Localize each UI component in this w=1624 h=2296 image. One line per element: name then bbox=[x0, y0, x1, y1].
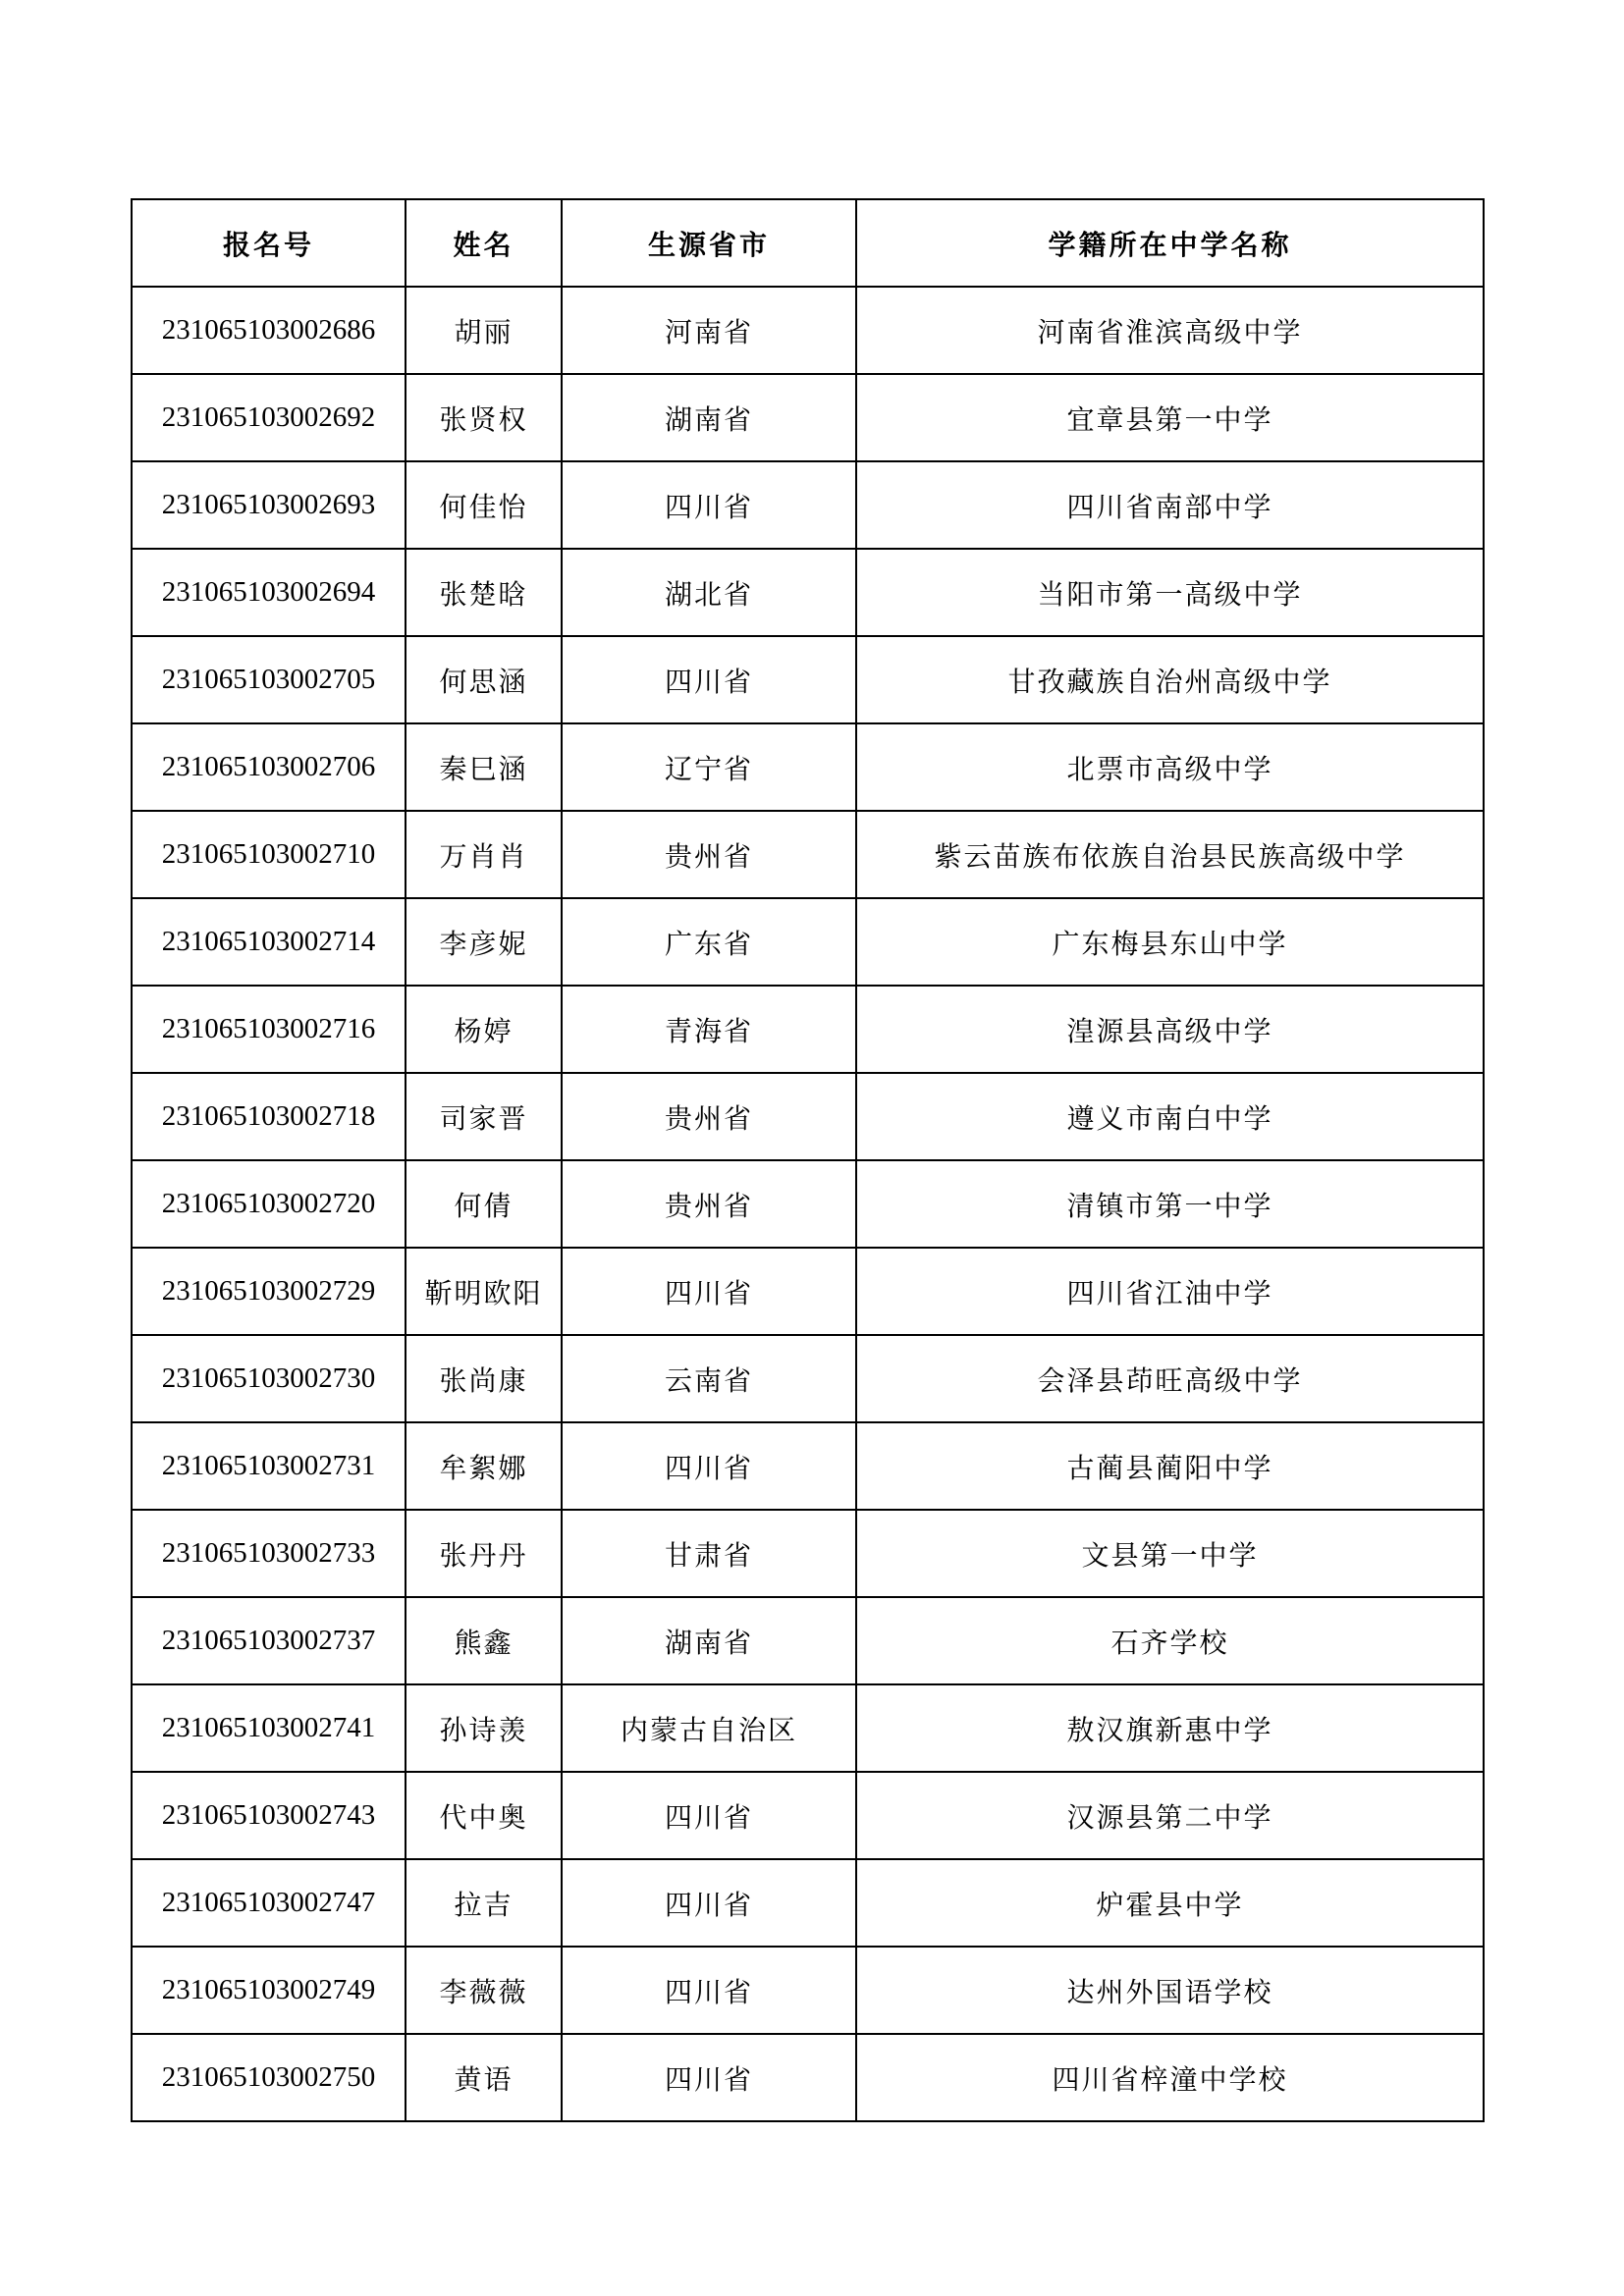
school-cell: 紫云苗族布依族自治县民族高级中学 bbox=[856, 811, 1484, 898]
province-cell: 四川省 bbox=[562, 636, 856, 723]
table-row bbox=[132, 287, 1484, 374]
school-cell: 会泽县茚旺高级中学 bbox=[856, 1335, 1484, 1422]
table-row bbox=[132, 636, 1484, 723]
province-cell: 河南省 bbox=[562, 287, 856, 374]
registration-number-cell: 231065103002705 bbox=[132, 636, 406, 723]
name-cell: 秦巳涵 bbox=[406, 723, 562, 811]
province-cell: 内蒙古自治区 bbox=[562, 1684, 856, 1772]
table-row bbox=[132, 1947, 1484, 2034]
name-cell: 胡丽 bbox=[406, 287, 562, 374]
name-cell: 万肖肖 bbox=[406, 811, 562, 898]
table-row bbox=[132, 1597, 1484, 1684]
province-cell: 四川省 bbox=[562, 1248, 856, 1335]
school-cell: 河南省淮滨高级中学 bbox=[856, 287, 1484, 374]
table-row bbox=[132, 1335, 1484, 1422]
name-cell: 何倩 bbox=[406, 1160, 562, 1248]
school-cell: 四川省梓潼中学校 bbox=[856, 2034, 1484, 2121]
registration-number-cell: 231065103002692 bbox=[132, 374, 406, 461]
province-cell: 辽宁省 bbox=[562, 723, 856, 811]
school-cell: 古蔺县蔺阳中学 bbox=[856, 1422, 1484, 1510]
province-cell: 广东省 bbox=[562, 898, 856, 986]
province-cell: 湖北省 bbox=[562, 549, 856, 636]
province-cell: 甘肃省 bbox=[562, 1510, 856, 1597]
province-cell: 贵州省 bbox=[562, 811, 856, 898]
registration-number-cell: 231065103002693 bbox=[132, 461, 406, 549]
header-registration-number: 报名号 bbox=[132, 199, 406, 287]
name-cell: 靳明欧阳 bbox=[406, 1248, 562, 1335]
province-cell: 四川省 bbox=[562, 1947, 856, 2034]
name-cell: 何佳怡 bbox=[406, 461, 562, 549]
table-row bbox=[132, 1772, 1484, 1859]
table-row bbox=[132, 898, 1484, 986]
school-cell: 四川省南部中学 bbox=[856, 461, 1484, 549]
registration-number-cell: 231065103002710 bbox=[132, 811, 406, 898]
registration-number-cell: 231065103002718 bbox=[132, 1073, 406, 1160]
registration-number-cell: 231065103002737 bbox=[132, 1597, 406, 1684]
school-cell: 文县第一中学 bbox=[856, 1510, 1484, 1597]
table-row bbox=[132, 1859, 1484, 1947]
registration-number-cell: 231065103002714 bbox=[132, 898, 406, 986]
province-cell: 湖南省 bbox=[562, 1597, 856, 1684]
registration-number-cell: 231065103002716 bbox=[132, 986, 406, 1073]
name-cell: 拉吉 bbox=[406, 1859, 562, 1947]
table-row bbox=[132, 986, 1484, 1073]
table-row bbox=[132, 1422, 1484, 1510]
registration-number-cell: 231065103002706 bbox=[132, 723, 406, 811]
school-cell: 汉源县第二中学 bbox=[856, 1772, 1484, 1859]
name-cell: 李彦妮 bbox=[406, 898, 562, 986]
table-row bbox=[132, 1510, 1484, 1597]
province-cell: 贵州省 bbox=[562, 1160, 856, 1248]
name-cell: 杨婷 bbox=[406, 986, 562, 1073]
name-cell: 张贤权 bbox=[406, 374, 562, 461]
name-cell: 司家晋 bbox=[406, 1073, 562, 1160]
registration-number-cell: 231065103002741 bbox=[132, 1684, 406, 1772]
school-cell: 炉霍县中学 bbox=[856, 1859, 1484, 1947]
school-cell: 石齐学校 bbox=[856, 1597, 1484, 1684]
school-cell: 四川省江油中学 bbox=[856, 1248, 1484, 1335]
name-cell: 张楚晗 bbox=[406, 549, 562, 636]
school-cell: 遵义市南白中学 bbox=[856, 1073, 1484, 1160]
table-row bbox=[132, 723, 1484, 811]
registration-number-cell: 231065103002749 bbox=[132, 1947, 406, 2034]
province-cell: 云南省 bbox=[562, 1335, 856, 1422]
name-cell: 孙诗羡 bbox=[406, 1684, 562, 1772]
school-cell: 广东梅县东山中学 bbox=[856, 898, 1484, 986]
name-cell: 李薇薇 bbox=[406, 1947, 562, 2034]
table-row bbox=[132, 374, 1484, 461]
table-row bbox=[132, 1684, 1484, 1772]
table-row bbox=[132, 1248, 1484, 1335]
table-header-row bbox=[132, 199, 1484, 287]
admission-table bbox=[131, 198, 1485, 2122]
school-cell: 清镇市第一中学 bbox=[856, 1160, 1484, 1248]
registration-number-cell: 231065103002733 bbox=[132, 1510, 406, 1597]
school-cell: 宜章县第一中学 bbox=[856, 374, 1484, 461]
registration-number-cell: 231065103002720 bbox=[132, 1160, 406, 1248]
province-cell: 四川省 bbox=[562, 1772, 856, 1859]
name-cell: 代中奥 bbox=[406, 1772, 562, 1859]
province-cell: 青海省 bbox=[562, 986, 856, 1073]
registration-number-cell: 231065103002729 bbox=[132, 1248, 406, 1335]
name-cell: 张丹丹 bbox=[406, 1510, 562, 1597]
school-cell: 北票市高级中学 bbox=[856, 723, 1484, 811]
header-name: 姓名 bbox=[406, 199, 562, 287]
registration-number-cell: 231065103002743 bbox=[132, 1772, 406, 1859]
table-row bbox=[132, 549, 1484, 636]
table-row bbox=[132, 2034, 1484, 2121]
province-cell: 四川省 bbox=[562, 1422, 856, 1510]
table-row bbox=[132, 1073, 1484, 1160]
registration-number-cell: 231065103002750 bbox=[132, 2034, 406, 2121]
table-row bbox=[132, 811, 1484, 898]
province-cell: 四川省 bbox=[562, 461, 856, 549]
school-cell: 湟源县高级中学 bbox=[856, 986, 1484, 1073]
table-row bbox=[132, 461, 1484, 549]
name-cell: 张尚康 bbox=[406, 1335, 562, 1422]
school-cell: 甘孜藏族自治州高级中学 bbox=[856, 636, 1484, 723]
name-cell: 熊鑫 bbox=[406, 1597, 562, 1684]
province-cell: 湖南省 bbox=[562, 374, 856, 461]
registration-number-cell: 231065103002686 bbox=[132, 287, 406, 374]
school-cell: 当阳市第一高级中学 bbox=[856, 549, 1484, 636]
province-cell: 四川省 bbox=[562, 1859, 856, 1947]
registration-number-cell: 231065103002731 bbox=[132, 1422, 406, 1510]
school-cell: 敖汉旗新惠中学 bbox=[856, 1684, 1484, 1772]
name-cell: 牟絮娜 bbox=[406, 1422, 562, 1510]
registration-number-cell: 231065103002694 bbox=[132, 549, 406, 636]
header-school: 学籍所在中学名称 bbox=[856, 199, 1484, 287]
province-cell: 贵州省 bbox=[562, 1073, 856, 1160]
header-province: 生源省市 bbox=[562, 199, 856, 287]
registration-number-cell: 231065103002730 bbox=[132, 1335, 406, 1422]
name-cell: 黄语 bbox=[406, 2034, 562, 2121]
school-cell: 达州外国语学校 bbox=[856, 1947, 1484, 2034]
name-cell: 何思涵 bbox=[406, 636, 562, 723]
province-cell: 四川省 bbox=[562, 2034, 856, 2121]
registration-number-cell: 231065103002747 bbox=[132, 1859, 406, 1947]
table-row bbox=[132, 1160, 1484, 1248]
